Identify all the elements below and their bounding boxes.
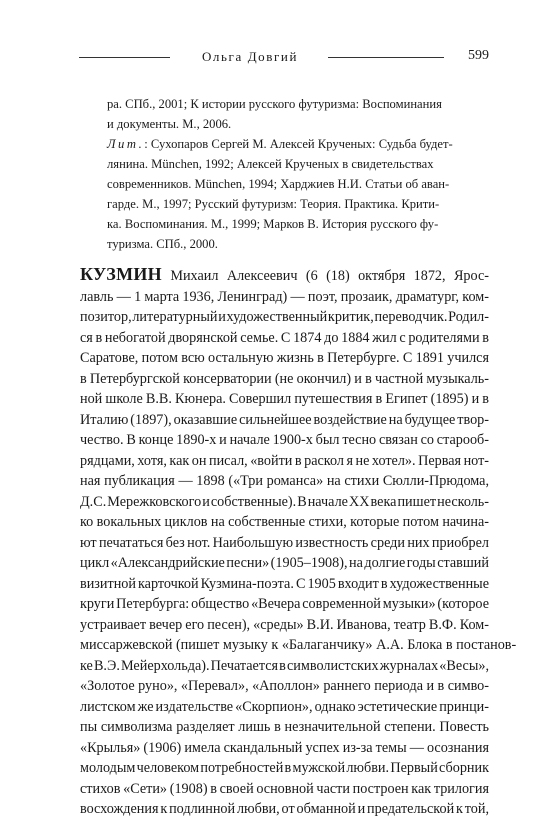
entry-line: рядцами, хотя, как он писал, «войти в раскол я не хотел». Первая нот- xyxy=(80,452,489,469)
sources-line: ра. СПб., 2001; К истории русского футуризма: Воспоминания xyxy=(107,97,442,111)
entry-line: ная публикация — 1898 («Три романса» на стихи Сюлли-Прюдома, xyxy=(80,473,489,489)
header-rule-left xyxy=(79,57,170,58)
entry-line: ся в небогатой дворянской семье. С 1874 до 1884 жил с родителями в xyxy=(80,329,489,346)
entry-line: лавль — 1 марта 1936, Ленинград) — поэт, прозаик, драматург, ком- xyxy=(80,288,489,305)
entry-first-text: Михаил Алексеевич (6 (18) октября 1872, Ярос- xyxy=(161,268,489,284)
literature-line: современников. München, 1994; Харджиев Н.И. Статьи об аван- xyxy=(107,177,450,191)
entry-line: стихов «Сети» (1908) в своей основной части построен как трилогия xyxy=(80,780,489,797)
entry-line: чество. В конце 1890-х и начале 1900-х был тесно связан со старооб- xyxy=(80,432,489,448)
entry-line: устраивает вечер его песен), «среды» В.И. Иванова, театр В.Ф. Ком- xyxy=(80,616,489,633)
entry-line: Италию (1897), оказавшие сильнейшее воздействие на будущее твор- xyxy=(80,411,489,428)
entry-line: ной школе В.В. Кюнера. Совершил путешествия в Египет (1895) и в xyxy=(80,391,489,407)
sources-line: и документы. М., 2006. xyxy=(107,117,232,131)
entry-line: молодым человеком потребностей в мужской любви. Первый сборник xyxy=(80,760,489,776)
literature-line: ка. Воспоминания. М., 1999; Марков В. История русского фу- xyxy=(107,217,439,231)
entry-line: пы символизма разделяет лишь в незначительной степени. Повесть xyxy=(80,719,489,735)
entry-line: ют печататься без нот. Наибольшую известность среди них приобрел xyxy=(80,534,489,551)
literature-line: туризма. СПб., 2000. xyxy=(107,237,218,251)
literature-line: лянина. München, 1992; Алексей Крученых в свидетельствах xyxy=(107,157,434,171)
literature-label: Лит. xyxy=(107,137,145,151)
entry-line: позитор, литературный и художественный критик, переводчик. Родил- xyxy=(80,309,489,325)
page-number: 599 xyxy=(468,48,489,63)
entry-body xyxy=(80,264,517,820)
entry-line: Саратове, потом всю остальную жизнь в Петербурге. С 1891 учился xyxy=(80,350,489,366)
literature-first-line xyxy=(107,134,485,154)
sources-block xyxy=(107,94,485,254)
running-header xyxy=(79,46,489,68)
entry-line: ке В.Э. Мейерхольда). Печатается в символистских журналах «Весы», xyxy=(80,657,489,674)
entry-line: миссаржевской (пишет музыку к «Балаганчику» А.А. Блока в постанов- xyxy=(80,637,517,653)
entry-line: ко вокальных циклов на собственные стихи, которые потом начина- xyxy=(80,514,489,530)
entry-line: восхождения к подлинной любви, от обманной и предательской к той, xyxy=(80,801,489,817)
entry-line: визитной карточкой Кузмина-поэта. С 1905 входит в художественные xyxy=(80,575,489,592)
entry-line: «Золотое руно», «Перевал», «Аполлон» раннего периода и в симво- xyxy=(80,678,489,694)
entry-line: цикл «Александрийские песни» (1905–1908), на долгие годы ставший xyxy=(80,555,489,571)
entry-name: КУЗМИН xyxy=(80,264,162,284)
header-author: Ольга Довгий xyxy=(201,49,299,64)
entry-line: круги Петербурга: общество «Вечера современной музыки» (которое xyxy=(80,596,489,612)
entry-line: «Крылья» (1906) имела скандальный успех из-за темы — осознания xyxy=(80,739,489,756)
literature-line: гарде. М., 1997; Русский футуризм: Теория. Практика. Крити- xyxy=(107,197,440,211)
header-rule-right xyxy=(328,57,444,58)
literature-first-text: : Сухопаров Сергей М. Алексей Крученых: Судьба будет- xyxy=(144,137,453,151)
entry-line: в Петербургской консерватории (не окончил) и в частной музыкаль- xyxy=(80,370,489,387)
entry-first-line xyxy=(80,264,489,287)
entry-line: Д.С. Мережковского и собственные). В начале XX века пишет несколь- xyxy=(80,493,489,510)
entry-line: листском же издательстве «Скорпион», однако эстетические принци- xyxy=(80,698,489,715)
